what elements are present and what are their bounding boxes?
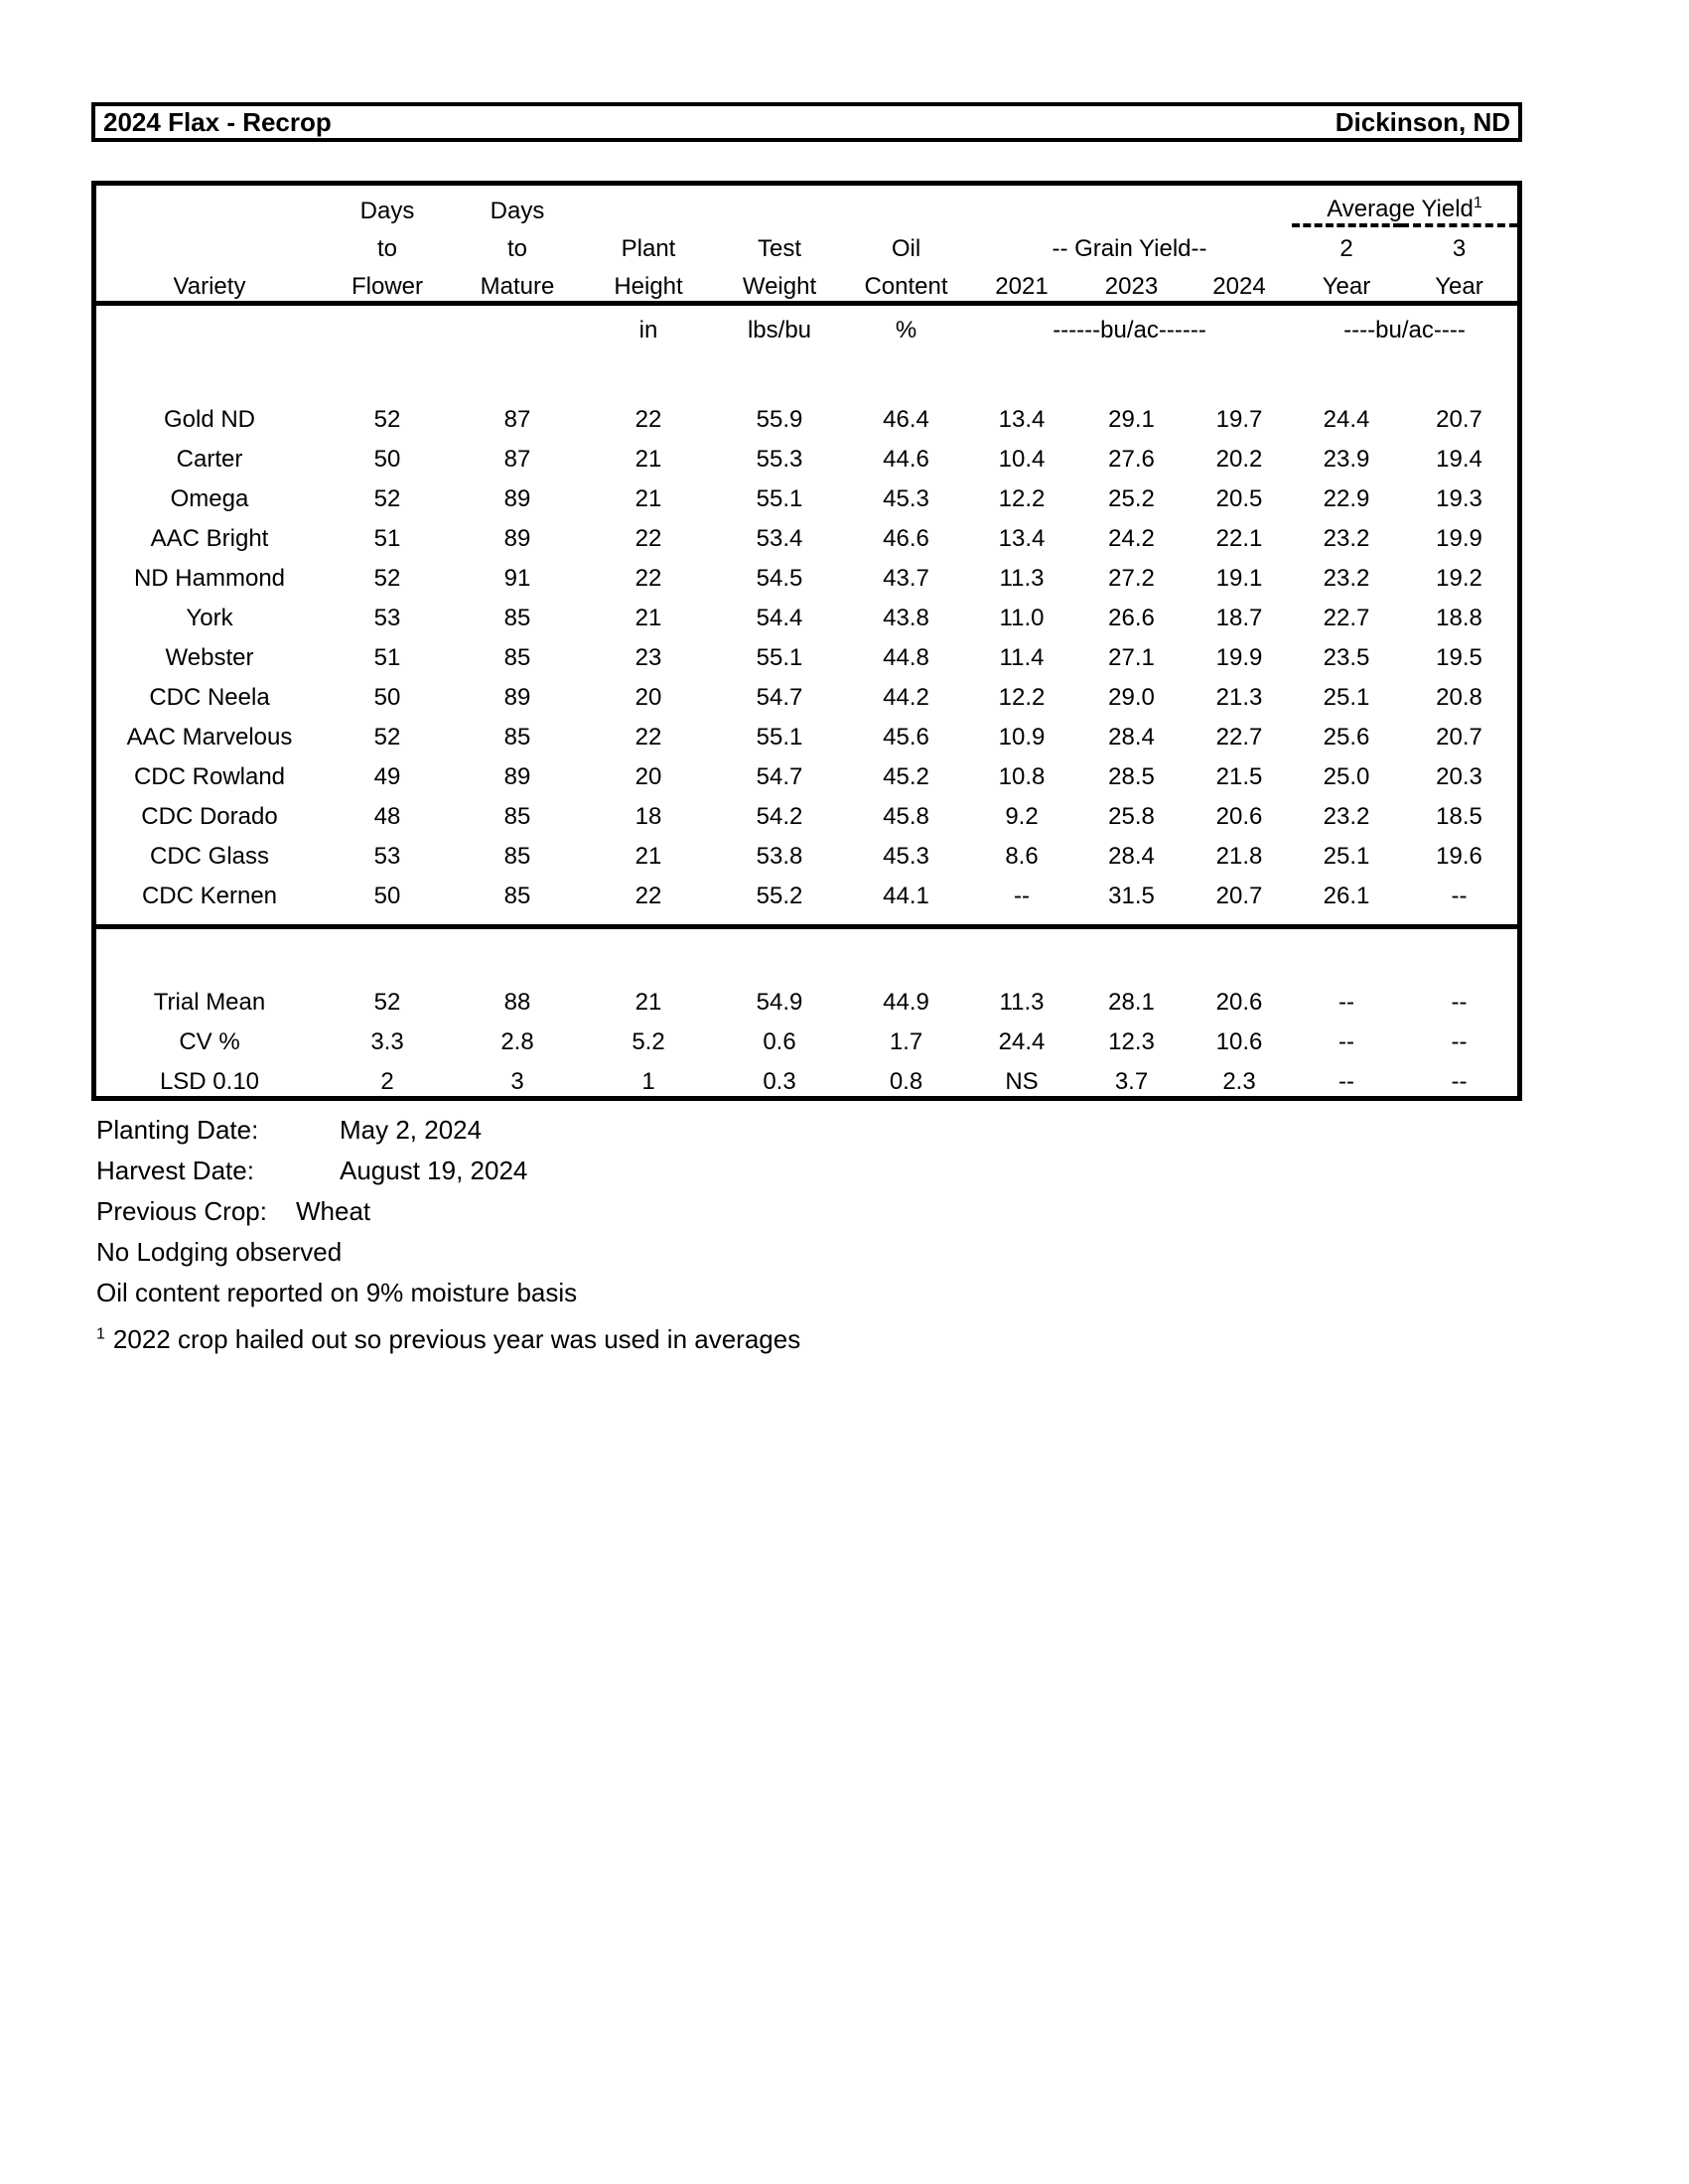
value-cell: 28.5 bbox=[1108, 763, 1155, 790]
col-header-mature: Mature bbox=[452, 263, 583, 303]
col-header-2year-num: 2 bbox=[1339, 235, 1353, 262]
value-cell: 44.2 bbox=[883, 684, 929, 711]
value-cell: 27.1 bbox=[1108, 644, 1155, 671]
col-header-content: Content bbox=[845, 263, 967, 303]
value-cell: 13.4 bbox=[998, 406, 1046, 433]
spacer bbox=[96, 910, 1517, 926]
col-header-days-mature-1: Days bbox=[490, 198, 545, 224]
variety-name: ND Hammond bbox=[133, 565, 286, 592]
variety-name: CDC Neela bbox=[149, 684, 270, 711]
value-cell: 10.6 bbox=[1215, 1027, 1263, 1055]
value-cell: 11.0 bbox=[999, 605, 1045, 631]
value-cell: 50 bbox=[373, 446, 401, 473]
table-row bbox=[96, 712, 1517, 751]
page-title: 2024 Flax - Recrop bbox=[103, 106, 332, 137]
col-header-days-mature-2: to bbox=[506, 235, 527, 262]
table-row bbox=[96, 672, 1517, 712]
col-header-variety: Variety bbox=[96, 263, 323, 303]
value-cell: 45.3 bbox=[883, 485, 929, 512]
value-cell: 43.7 bbox=[883, 565, 929, 592]
value-cell: 21 bbox=[634, 446, 662, 473]
value-cell: 55.9 bbox=[756, 406, 803, 433]
value-cell: 0.3 bbox=[763, 1067, 796, 1095]
value-cell: -- bbox=[1451, 988, 1468, 1016]
value-cell: 49 bbox=[373, 763, 401, 790]
table-row bbox=[96, 434, 1517, 474]
value-cell: 13.4 bbox=[998, 525, 1046, 552]
value-cell: 87 bbox=[503, 406, 531, 433]
value-cell: 22 bbox=[634, 565, 662, 592]
value-cell: 45.8 bbox=[883, 803, 929, 830]
value-cell: 20.6 bbox=[1215, 803, 1263, 830]
value-cell: 21 bbox=[634, 485, 662, 512]
value-cell: 44.1 bbox=[883, 883, 929, 909]
value-cell: 12.2 bbox=[998, 485, 1046, 512]
value-cell: 19.1 bbox=[1215, 565, 1263, 592]
value-cell: -- bbox=[1338, 1067, 1354, 1095]
value-cell: 48 bbox=[373, 803, 401, 830]
units-row bbox=[96, 303, 1517, 344]
variety-name: York bbox=[186, 605, 233, 631]
value-cell: 19.5 bbox=[1436, 644, 1482, 671]
value-cell: 26.6 bbox=[1108, 605, 1155, 631]
results-table-frame bbox=[91, 181, 1522, 1101]
unit-oil: % bbox=[895, 317, 917, 343]
value-cell: 28.1 bbox=[1108, 988, 1155, 1016]
unit-height: in bbox=[638, 317, 658, 343]
value-cell: 2.8 bbox=[500, 1027, 534, 1055]
variety-name: Gold ND bbox=[163, 406, 256, 433]
summary-row bbox=[96, 977, 1517, 1017]
value-cell: 87 bbox=[503, 446, 531, 473]
header-row-3 bbox=[96, 263, 1517, 303]
variety-name: CDC Kernen bbox=[141, 883, 278, 909]
value-cell: 21.8 bbox=[1215, 843, 1263, 870]
value-cell: 18.5 bbox=[1436, 803, 1482, 830]
col-header-2024: 2024 bbox=[1187, 263, 1292, 303]
col-header-oil: Oil bbox=[891, 235, 921, 262]
value-cell: NS bbox=[1005, 1067, 1039, 1095]
value-cell: 52 bbox=[373, 988, 401, 1016]
value-cell: 50 bbox=[373, 684, 401, 711]
col-header-3year-num: 3 bbox=[1452, 235, 1467, 262]
value-cell: 20.3 bbox=[1436, 763, 1482, 790]
value-cell: 23.9 bbox=[1323, 446, 1370, 473]
value-cell: 55.2 bbox=[756, 883, 803, 909]
table-header bbox=[96, 186, 1517, 344]
value-cell: 3.7 bbox=[1114, 1067, 1149, 1095]
value-cell: 3.3 bbox=[370, 1027, 404, 1055]
value-cell: 28.4 bbox=[1108, 843, 1155, 870]
average-yield-footnote-marker: 1 bbox=[1473, 195, 1482, 211]
col-header-2023: 2023 bbox=[1076, 263, 1187, 303]
value-cell: 22.7 bbox=[1323, 605, 1370, 631]
value-cell: 22 bbox=[634, 406, 662, 433]
table-row bbox=[96, 831, 1517, 871]
value-cell: 23.2 bbox=[1323, 565, 1370, 592]
table-row bbox=[96, 791, 1517, 831]
value-cell: 85 bbox=[503, 724, 531, 751]
value-cell: 21.3 bbox=[1215, 684, 1263, 711]
value-cell: 53 bbox=[373, 843, 401, 870]
unit-average-yield: ----bu/ac---- bbox=[1343, 317, 1466, 343]
value-cell: 8.6 bbox=[1005, 843, 1039, 870]
value-cell: 44.6 bbox=[883, 446, 929, 473]
value-cell: 54.2 bbox=[756, 803, 803, 830]
value-cell: 45.2 bbox=[883, 763, 929, 790]
value-cell: 51 bbox=[373, 525, 401, 552]
summary-rows bbox=[96, 929, 1517, 1096]
value-cell: 20.5 bbox=[1215, 485, 1263, 512]
value-cell: 52 bbox=[373, 485, 401, 512]
col-header-test: Test bbox=[757, 235, 801, 262]
planting-date-label: Planting Date: bbox=[96, 1115, 259, 1145]
value-cell: 23.5 bbox=[1323, 644, 1370, 671]
previous-crop-value: Wheat bbox=[296, 1196, 371, 1226]
value-cell: 18 bbox=[634, 803, 662, 830]
value-cell: 20.7 bbox=[1436, 406, 1482, 433]
value-cell: 11.3 bbox=[999, 988, 1045, 1016]
value-cell: 20.8 bbox=[1436, 684, 1482, 711]
value-cell: 53.8 bbox=[756, 843, 803, 870]
value-cell: -- bbox=[1451, 1027, 1468, 1055]
value-cell: 1.7 bbox=[889, 1027, 923, 1055]
value-cell: 3 bbox=[510, 1067, 524, 1095]
planting-date-value: May 2, 2024 bbox=[340, 1115, 483, 1145]
value-cell: 0.6 bbox=[763, 1027, 796, 1055]
value-cell: 2 bbox=[380, 1067, 394, 1095]
value-cell: 21 bbox=[634, 605, 662, 631]
previous-crop-line bbox=[96, 1191, 800, 1232]
variety-name: CDC Glass bbox=[149, 843, 269, 870]
value-cell: 89 bbox=[503, 485, 531, 512]
value-cell: 31.5 bbox=[1108, 883, 1155, 909]
variety-name: CDC Dorado bbox=[141, 803, 278, 830]
value-cell: 52 bbox=[373, 724, 401, 751]
value-cell: 19.4 bbox=[1436, 446, 1482, 473]
value-cell: 19.9 bbox=[1215, 644, 1263, 671]
value-cell: 25.1 bbox=[1323, 843, 1370, 870]
value-cell: 28.4 bbox=[1108, 724, 1155, 751]
header-row-1 bbox=[96, 186, 1517, 225]
value-cell: 29.0 bbox=[1108, 684, 1155, 711]
variety-name: Omega bbox=[170, 485, 249, 512]
footnote-text: 2022 crop hailed out so previous year was used in averages bbox=[112, 1324, 801, 1354]
value-cell: 0.8 bbox=[889, 1067, 923, 1095]
col-header-2year: Year bbox=[1292, 263, 1401, 303]
value-cell: 85 bbox=[503, 803, 531, 830]
value-cell: 24.4 bbox=[1323, 406, 1370, 433]
col-header-weight: Weight bbox=[714, 263, 845, 303]
col-header-plant: Plant bbox=[621, 235, 676, 262]
value-cell: 20 bbox=[634, 684, 662, 711]
value-cell: 91 bbox=[503, 565, 531, 592]
value-cell: 25.1 bbox=[1323, 684, 1370, 711]
value-cell: 55.3 bbox=[756, 446, 803, 473]
value-cell: 22 bbox=[634, 724, 662, 751]
value-cell: 22.9 bbox=[1323, 485, 1370, 512]
table-row bbox=[96, 513, 1517, 553]
previous-crop-label: Previous Crop: bbox=[96, 1196, 267, 1226]
variety-rows bbox=[96, 344, 1517, 910]
header-row-2 bbox=[96, 225, 1517, 263]
lodging-note: No Lodging observed bbox=[96, 1237, 343, 1267]
value-cell: 27.6 bbox=[1108, 446, 1155, 473]
value-cell: 85 bbox=[503, 883, 531, 909]
value-cell: 44.8 bbox=[883, 644, 929, 671]
table-row bbox=[96, 394, 1517, 434]
col-header-flower: Flower bbox=[323, 263, 452, 303]
value-cell: 55.1 bbox=[756, 485, 803, 512]
table-row bbox=[96, 474, 1517, 513]
value-cell: 55.1 bbox=[756, 644, 803, 671]
value-cell: 29.1 bbox=[1108, 406, 1155, 433]
value-cell: 88 bbox=[503, 988, 531, 1016]
value-cell: 22.7 bbox=[1215, 724, 1263, 751]
value-cell: 27.2 bbox=[1108, 565, 1155, 592]
value-cell: 45.6 bbox=[883, 724, 929, 751]
variety-name: Carter bbox=[176, 446, 243, 473]
value-cell: 19.9 bbox=[1436, 525, 1482, 552]
value-cell: 22.1 bbox=[1215, 525, 1263, 552]
col-header-3year: Year bbox=[1401, 263, 1517, 303]
table-row bbox=[96, 593, 1517, 632]
value-cell: 24.4 bbox=[998, 1027, 1046, 1055]
value-cell: -- bbox=[1451, 1067, 1468, 1095]
value-cell: 19.3 bbox=[1436, 485, 1482, 512]
value-cell: 55.1 bbox=[756, 724, 803, 751]
spacer bbox=[96, 929, 1517, 977]
value-cell: 54.7 bbox=[756, 763, 803, 790]
value-cell: 45.3 bbox=[883, 843, 929, 870]
value-cell: 46.4 bbox=[883, 406, 929, 433]
value-cell: 24.2 bbox=[1108, 525, 1155, 552]
value-cell: 85 bbox=[503, 605, 531, 631]
value-cell: 5.2 bbox=[632, 1027, 665, 1055]
value-cell: 54.4 bbox=[756, 605, 803, 631]
value-cell: 85 bbox=[503, 843, 531, 870]
value-cell: 53.4 bbox=[756, 525, 803, 552]
summary-row bbox=[96, 1017, 1517, 1056]
summary-label: LSD 0.10 bbox=[159, 1067, 260, 1095]
value-cell: 20.7 bbox=[1436, 724, 1482, 751]
value-cell: 10.4 bbox=[998, 446, 1046, 473]
value-cell: 50 bbox=[373, 883, 401, 909]
summary-label: Trial Mean bbox=[153, 988, 266, 1016]
spacer bbox=[96, 344, 1517, 394]
value-cell: 20.2 bbox=[1215, 446, 1263, 473]
harvest-date-label: Harvest Date: bbox=[96, 1156, 254, 1185]
value-cell: 10.8 bbox=[998, 763, 1046, 790]
table-row bbox=[96, 871, 1517, 910]
value-cell: 20.7 bbox=[1215, 883, 1263, 909]
summary-separator bbox=[96, 910, 1517, 929]
value-cell: 25.0 bbox=[1323, 763, 1370, 790]
col-header-grain-yield: -- Grain Yield-- bbox=[1052, 235, 1207, 262]
value-cell: 89 bbox=[503, 525, 531, 552]
footer-notes bbox=[96, 1110, 800, 1360]
col-header-2021: 2021 bbox=[967, 263, 1076, 303]
table-row bbox=[96, 553, 1517, 593]
value-cell: 10.9 bbox=[998, 724, 1046, 751]
value-cell: 25.8 bbox=[1108, 803, 1155, 830]
value-cell: 23 bbox=[634, 644, 662, 671]
value-cell: 18.7 bbox=[1215, 605, 1263, 631]
value-cell: 25.2 bbox=[1108, 485, 1155, 512]
value-cell: 11.3 bbox=[999, 565, 1045, 592]
variety-name: Webster bbox=[165, 644, 254, 671]
value-cell: 23.2 bbox=[1323, 803, 1370, 830]
oil-basis-note: Oil content reported on 9% moisture basis bbox=[96, 1278, 578, 1307]
unit-grain-yield: ------bu/ac------ bbox=[1053, 317, 1206, 343]
table-row bbox=[96, 632, 1517, 672]
value-cell: 12.3 bbox=[1108, 1027, 1155, 1055]
footnote-line bbox=[96, 1319, 800, 1360]
value-cell: 12.2 bbox=[998, 684, 1046, 711]
value-cell: 89 bbox=[503, 763, 531, 790]
value-cell: 9.2 bbox=[1005, 803, 1039, 830]
value-cell: 44.9 bbox=[883, 988, 929, 1016]
page-location: Dickinson, ND bbox=[1335, 106, 1510, 137]
value-cell: 23.2 bbox=[1323, 525, 1370, 552]
value-cell: 22 bbox=[634, 883, 662, 909]
col-header-height: Height bbox=[583, 263, 714, 303]
value-cell: 54.5 bbox=[756, 565, 803, 592]
summary-label: CV % bbox=[179, 1027, 240, 1055]
value-cell: 52 bbox=[373, 565, 401, 592]
planting-date-line bbox=[96, 1110, 800, 1151]
value-cell: -- bbox=[1014, 883, 1030, 909]
results-table bbox=[96, 186, 1517, 1096]
value-cell: 11.4 bbox=[999, 644, 1045, 671]
value-cell: 2.3 bbox=[1222, 1067, 1256, 1095]
title-bar bbox=[91, 102, 1522, 142]
value-cell: -- bbox=[1338, 988, 1354, 1016]
value-cell: 19.2 bbox=[1436, 565, 1482, 592]
value-cell: 54.7 bbox=[756, 684, 803, 711]
variety-name: AAC Bright bbox=[150, 525, 269, 552]
value-cell: 21 bbox=[634, 988, 662, 1016]
value-cell: 19.7 bbox=[1215, 406, 1263, 433]
value-cell: 1 bbox=[641, 1067, 655, 1095]
value-cell: 54.9 bbox=[756, 988, 803, 1016]
table-row bbox=[96, 751, 1517, 791]
variety-name: CDC Rowland bbox=[133, 763, 286, 790]
value-cell: 43.8 bbox=[883, 605, 929, 631]
summary-row bbox=[96, 1056, 1517, 1096]
harvest-date-line bbox=[96, 1151, 800, 1191]
value-cell: 21.5 bbox=[1215, 763, 1263, 790]
value-cell: 89 bbox=[503, 684, 531, 711]
value-cell: 51 bbox=[373, 644, 401, 671]
value-cell: 22 bbox=[634, 525, 662, 552]
variety-name: AAC Marvelous bbox=[126, 724, 293, 751]
value-cell: 21 bbox=[634, 843, 662, 870]
value-cell: -- bbox=[1451, 883, 1468, 909]
value-cell: -- bbox=[1338, 1027, 1354, 1055]
col-header-average-yield: Average Yield$^1$ bbox=[1292, 186, 1517, 225]
col-header-days-flower-1: Days bbox=[359, 198, 415, 224]
value-cell: 18.8 bbox=[1436, 605, 1482, 631]
value-cell: 25.6 bbox=[1323, 724, 1370, 751]
value-cell: 26.1 bbox=[1323, 883, 1370, 909]
value-cell: 46.6 bbox=[883, 525, 929, 552]
value-cell: 53 bbox=[373, 605, 401, 631]
col-header-days-flower-2: to bbox=[376, 235, 397, 262]
value-cell: 52 bbox=[373, 406, 401, 433]
footnote-marker: 1 bbox=[96, 1325, 105, 1343]
value-cell: 19.6 bbox=[1436, 843, 1482, 870]
harvest-date-value: August 19, 2024 bbox=[340, 1156, 528, 1185]
value-cell: 20 bbox=[634, 763, 662, 790]
value-cell: 85 bbox=[503, 644, 531, 671]
value-cell: 20.6 bbox=[1215, 988, 1263, 1016]
unit-weight: lbs/bu bbox=[747, 317, 812, 343]
